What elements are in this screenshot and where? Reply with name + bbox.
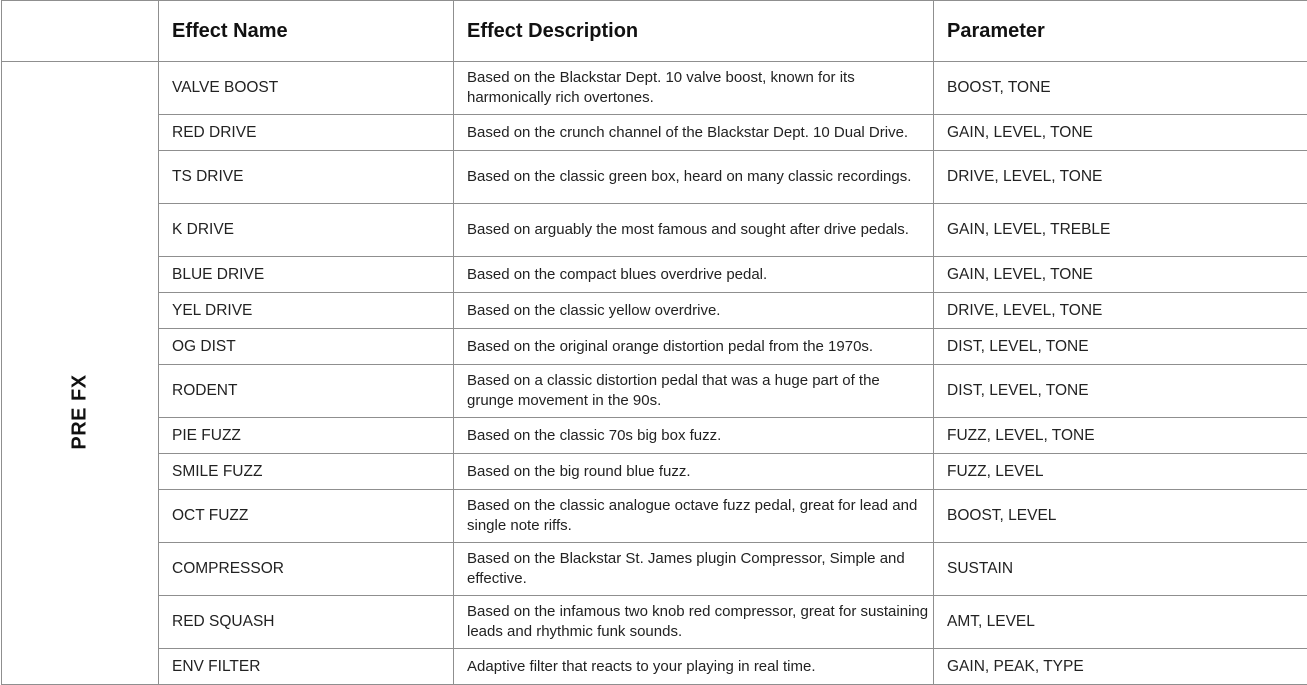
table-row: [2, 454, 1307, 490]
effect-name-column-header: Effect Name: [159, 1, 454, 62]
parameter-cell: GAIN, PEAK, TYPE: [934, 649, 1307, 685]
effect-name-cell: VALVE BOOST: [159, 62, 454, 115]
effect-name-cell: SMILE FUZZ: [159, 454, 454, 490]
table-row: [2, 649, 1307, 685]
effect-description-cell: Based on the infamous two knob red compressor, great for sustaining leads and rhythmic funk sounds.: [454, 596, 934, 649]
parameter-cell: DRIVE, LEVEL, TONE: [934, 151, 1307, 204]
effect-description-cell: Adaptive filter that reacts to your playing in real time.: [454, 649, 934, 685]
effect-description-cell: Based on the big round blue fuzz.: [454, 454, 934, 490]
parameter-cell: FUZZ, LEVEL: [934, 454, 1307, 490]
table-row: [2, 418, 1307, 454]
table-row: [2, 543, 1307, 596]
parameter-cell: DIST, LEVEL, TONE: [934, 365, 1307, 418]
effect-name-cell: RED SQUASH: [159, 596, 454, 649]
parameter-cell: BOOST, TONE: [934, 62, 1307, 115]
effect-name-cell: BLUE DRIVE: [159, 257, 454, 293]
effect-description-cell: Based on the classic analogue octave fuzz pedal, great for lead and single note riffs.: [454, 490, 934, 543]
effects-table: [1, 0, 1307, 685]
effect-description-cell: Based on the original orange distortion pedal from the 1970s.: [454, 329, 934, 365]
category-cell: [2, 62, 159, 685]
effect-name-cell: K DRIVE: [159, 204, 454, 257]
table-row: [2, 204, 1307, 257]
effect-description-cell: Based on the Blackstar St. James plugin Compressor, Simple and effective.: [454, 543, 934, 596]
category-column-header: [2, 1, 159, 62]
parameter-cell: SUSTAIN: [934, 543, 1307, 596]
table-row: [2, 365, 1307, 418]
effect-name-cell: COMPRESSOR: [159, 543, 454, 596]
table-row: [2, 151, 1307, 204]
table-row: [2, 115, 1307, 151]
parameter-cell: DIST, LEVEL, TONE: [934, 329, 1307, 365]
category-label: PRE FX: [70, 374, 90, 449]
effect-description-cell: Based on arguably the most famous and sought after drive pedals.: [454, 204, 934, 257]
parameter-cell: DRIVE, LEVEL, TONE: [934, 293, 1307, 329]
effect-description-column-header: Effect Description: [454, 1, 934, 62]
effect-name-cell: OCT FUZZ: [159, 490, 454, 543]
table-row: [2, 257, 1307, 293]
table-row: [2, 62, 1307, 115]
table-header-row: [2, 1, 1307, 62]
effect-description-cell: Based on a classic distortion pedal that was a huge part of the grunge movement in the 90s.: [454, 365, 934, 418]
parameter-cell: GAIN, LEVEL, TREBLE: [934, 204, 1307, 257]
parameter-column-header: Parameter: [934, 1, 1307, 62]
effect-name-cell: TS DRIVE: [159, 151, 454, 204]
effect-description-cell: Based on the classic green box, heard on many classic recordings.: [454, 151, 934, 204]
table-row: [2, 490, 1307, 543]
parameter-cell: BOOST, LEVEL: [934, 490, 1307, 543]
parameter-cell: FUZZ, LEVEL, TONE: [934, 418, 1307, 454]
effect-description-cell: Based on the classic 70s big box fuzz.: [454, 418, 934, 454]
effect-name-cell: ENV FILTER: [159, 649, 454, 685]
effect-name-cell: OG DIST: [159, 329, 454, 365]
table-row: [2, 293, 1307, 329]
effect-name-cell: RED DRIVE: [159, 115, 454, 151]
parameter-cell: GAIN, LEVEL, TONE: [934, 115, 1307, 151]
table-row: [2, 596, 1307, 649]
effect-description-cell: Based on the classic yellow overdrive.: [454, 293, 934, 329]
effect-name-cell: YEL DRIVE: [159, 293, 454, 329]
parameter-cell: GAIN, LEVEL, TONE: [934, 257, 1307, 293]
effect-name-cell: RODENT: [159, 365, 454, 418]
effect-name-cell: PIE FUZZ: [159, 418, 454, 454]
table-row: [2, 329, 1307, 365]
effect-description-cell: Based on the compact blues overdrive pedal.: [454, 257, 934, 293]
effects-table-body: [2, 62, 1307, 685]
effect-description-cell: Based on the Blackstar Dept. 10 valve boost, known for its harmonically rich overtones.: [454, 62, 934, 115]
parameter-cell: AMT, LEVEL: [934, 596, 1307, 649]
effect-description-cell: Based on the crunch channel of the Blackstar Dept. 10 Dual Drive.: [454, 115, 934, 151]
